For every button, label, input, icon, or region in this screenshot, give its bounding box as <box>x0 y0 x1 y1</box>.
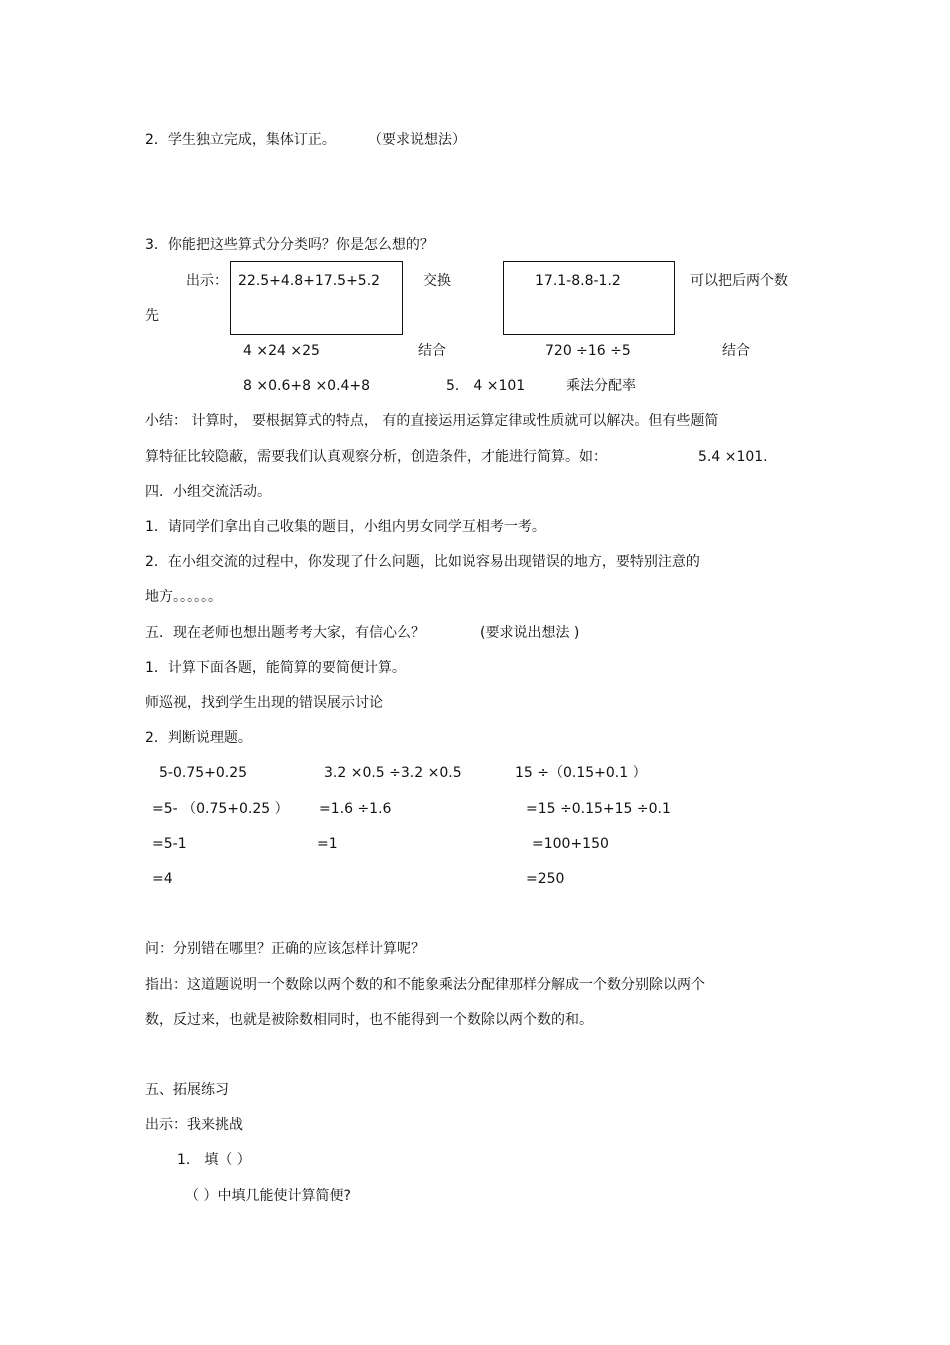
summary-line-1: 小结： 计算时， 要根据算式的特点， 有的直接运用运算定律或性质就可以解决。但有些题简 <box>145 413 719 429</box>
section-5-item-2: 2．判断说理题。 <box>145 730 252 746</box>
expr-720: 720 ÷16 ÷5 <box>545 343 631 359</box>
problem-1-line-4: =4 <box>152 871 173 887</box>
combine-label-2: 结合 <box>722 343 750 359</box>
problem-2-line-3: =1 <box>317 836 338 852</box>
can-move-text: 可以把后两个数 <box>690 273 788 289</box>
section-4-item-1: 1．请同学们拿出自己收集的题目，小组内男女同学互相考一考。 <box>145 519 546 535</box>
section-5-note: (要求说出想法 ) <box>480 625 580 641</box>
box1-expression: 22.5+4.8+17.5+5.2 <box>238 273 381 289</box>
problem-3-line-1: 15 ÷（0.15+0.1 ） <box>515 765 647 781</box>
challenge-label: 出示：我来挑战 <box>145 1117 243 1133</box>
box2-expression: 17.1-8.8-1.2 <box>535 273 621 289</box>
problem-3-line-2: =15 ÷0.15+15 ÷0.1 <box>526 801 671 817</box>
section-5-heading: 五．现在老师也想出题考考大家，有信心么？ <box>145 625 425 641</box>
problem-3-line-4: =250 <box>526 871 565 887</box>
summary-example: 5.4 ×101. <box>698 449 768 465</box>
point-line-1: 指出：这道题说明一个数除以两个数的和不能象乘法分配律那样分解成一个数分别除以两个 <box>145 977 705 993</box>
combine-label-1: 结合 <box>418 343 446 359</box>
section-4-item-2b: 地方。。。。。。 <box>145 589 222 605</box>
section-5-item-1: 1．计算下面各题，能简算的要简便计算。 <box>145 660 406 676</box>
problem-2-line-1: 3.2 ×0.5 ÷3.2 ×0.5 <box>324 765 462 781</box>
exchange-label: 交换 <box>423 273 451 289</box>
item-2: 2．学生独立完成，集体订正。 <box>145 132 336 148</box>
problem-2-line-2: =1.6 ÷1.6 <box>319 801 392 817</box>
expr-5-4x101: 5． 4 ×101 <box>446 378 526 394</box>
section-4-heading: 四．小组交流活动。 <box>145 484 271 500</box>
show-label: 出示： <box>186 273 228 289</box>
item-2-note: （要求说想法） <box>368 132 466 148</box>
summary-line-2: 算特征比较隐蔽，需要我们认真观察分析，创造条件，才能进行简算。如： <box>145 449 607 465</box>
problem-1-line-1: 5-0.75+0.25 <box>159 765 248 781</box>
expr-8x06: 8 ×0.6+8 ×0.4+8 <box>243 378 371 394</box>
first-text: 先 <box>145 308 159 324</box>
fill-item: 1． 填（ ） <box>177 1152 251 1168</box>
problem-3-line-3: =100+150 <box>532 836 609 852</box>
expr-4x24x25: 4 ×24 ×25 <box>243 343 320 359</box>
section-4-item-2a: 2．在小组交流的过程中，你发现了什么问题，比如说容易出现错误的地方，要特别注意的 <box>145 554 700 570</box>
distributive-label: 乘法分配率 <box>566 378 636 394</box>
problem-1-line-2: =5- （0.75+0.25 ） <box>152 801 289 817</box>
problem-1-line-3: =5-1 <box>152 836 187 852</box>
point-line-2: 数，反过来，也就是被除数相同时，也不能得到一个数除以两个数的和。 <box>145 1012 593 1028</box>
patrol-text: 师巡视，找到学生出现的错误展示讨论 <box>145 695 383 711</box>
fill-question: （ ）中填几能使计算简便? <box>185 1188 351 1204</box>
question-text: 问：分别错在哪里？正确的应该怎样计算呢？ <box>145 941 425 957</box>
extension-heading: 五、拓展练习 <box>145 1082 229 1098</box>
item-3: 3．你能把这些算式分分类吗？你是怎么想的？ <box>145 237 434 253</box>
